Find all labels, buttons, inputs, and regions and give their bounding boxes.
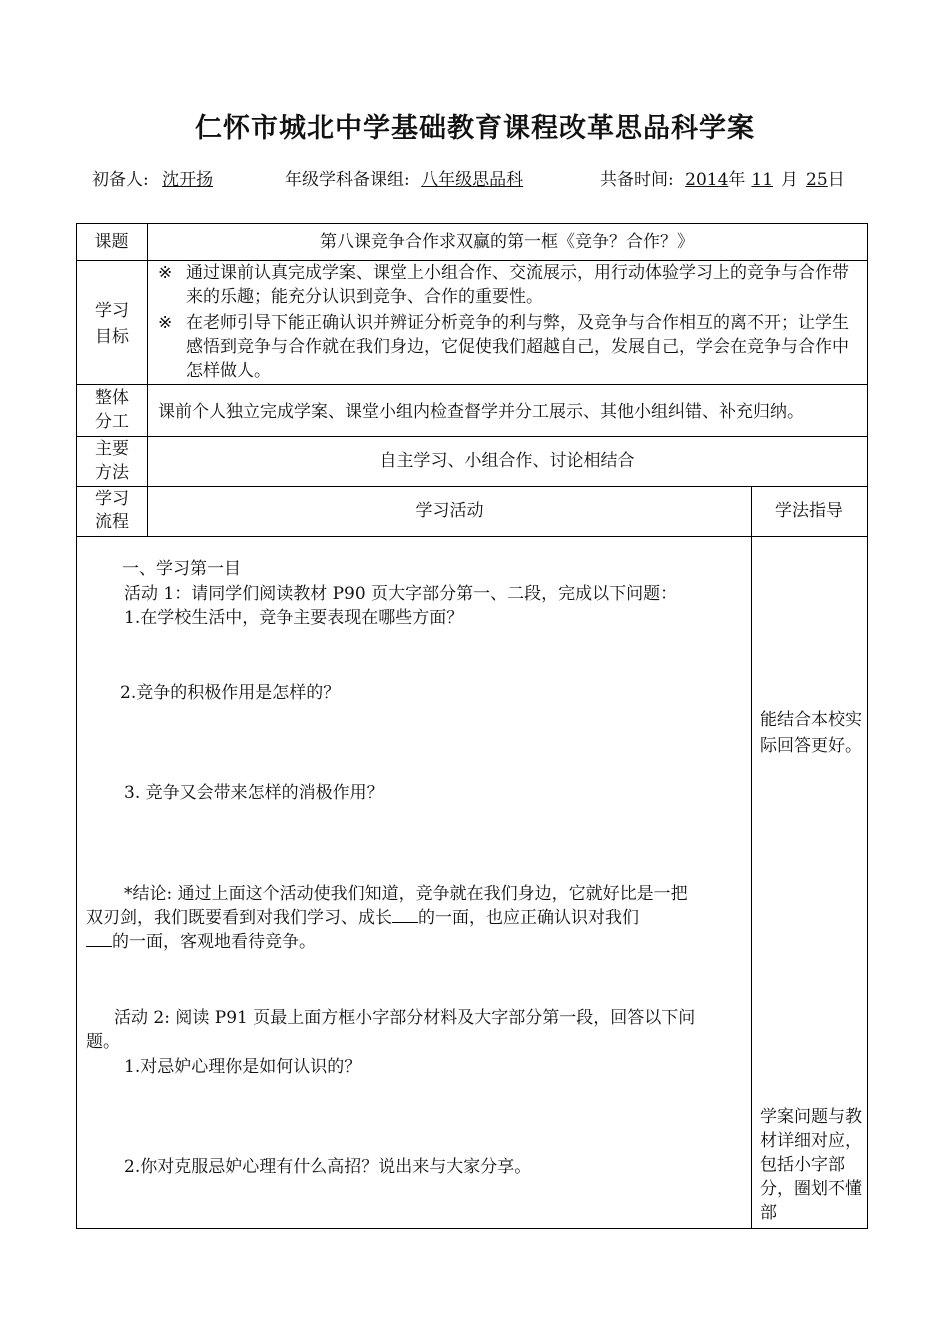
preparer-label: 初备人: [92,170,149,190]
row-divider [76,536,867,537]
question-4: 1.对忌妒心理你是如何认识的？ [124,1057,362,1077]
question-3: 3. 竞争又会带来怎样的消极作用？ [124,783,384,803]
activity-1: 活动 1：请同学们阅读教材 P90 页大字部分第一、二段，完成以下问题： [124,584,678,604]
time-label: 共备时间: [600,170,674,190]
activity-header: 学习活动 [415,501,484,521]
col-divider [147,223,148,536]
time-year-unit: 年 [728,170,746,190]
topic-label: 课题 [94,232,129,252]
time-day-unit: 日 [827,170,845,190]
guide-header: 学法指导 [775,501,843,521]
goals-label: 学习目标 [95,301,129,347]
row-divider [76,384,867,385]
preparer-line [92,165,213,190]
division-value: 课前个人独立完成学案、课堂小组内检查督学并分工展示、其他小组纠错、补充归纳。 [158,402,804,422]
guide-note-1: 能结合本校实际回答更好。 [760,710,862,756]
question-5: 2.你对克服忌妒心理有什么高招？说出来与大家分享。 [124,1157,532,1177]
goal-text-1: 通过课前认真完成学案、课堂上小组合作、交流展示，用行动体验学习上的竞争与合作带来的乐趣；能充分认识到竞争、合作的重要性。 [186,263,849,307]
conclusion-line-2a: 双刃剑，我们既要看到对我们学习、成长 [86,908,392,928]
conclusion-line-2 [86,906,639,930]
topic-value: 第八课竞争合作求双赢的第一框《竞争？合作？》 [320,232,694,252]
division-label: 整体分工 [95,388,129,432]
activity-2-line-1: 活动 2: 阅读 P91 页最上面方框小字部分材料及大字部分第一段，回答以下问 [114,1008,696,1028]
conclusion-line-3 [86,930,316,954]
row-divider [76,486,867,487]
reference-mark-icon: ※ [158,313,173,333]
conclusion-line-3-text: 的一面，客观地看待竞争。 [112,932,316,952]
goal-item-1 [158,261,860,309]
fill-blank[interactable] [392,906,418,923]
fill-blank[interactable] [86,930,112,947]
group-line [285,165,523,190]
goal-text-2 [186,311,860,383]
question-1: 1.在学校生活中，竞争主要表现在哪些方面？ [124,608,464,628]
reference-mark-icon: ※ [158,263,173,283]
guide-note-2: 学案问题与教材详细对应，包括小字部分，圈划不懂部 [760,1107,862,1223]
time-year: 2014 [685,170,729,190]
method-label: 主要方法 [95,439,129,483]
conclusion-line-1: *结论: 通过上面这个活动使我们知道，竞争就在我们身边，它就好比是一把 [124,884,688,904]
preparer-name: 沈开扬 [162,170,214,190]
page-title: 仁怀市城北中学基础教育课程改革思品科学案 [195,113,755,144]
method-value: 自主学习、小组合作、讨论相结合 [379,451,635,471]
question-2: 2.竞争的积极作用是怎样的？ [120,683,341,703]
time-line [600,165,845,190]
group-name: 八年级思品科 [421,170,524,190]
col-divider [751,486,752,1228]
row-divider [76,436,867,437]
time-month-unit: 月 [781,170,799,190]
group-label: 年级学科备课组: [285,170,410,190]
activity-2-line-2: 题。 [86,1032,120,1052]
time-day: 25 [806,170,828,190]
section-heading: 一、学习第一目 [122,559,241,579]
time-month: 11 [751,170,774,190]
process-label: 学习流程 [95,489,129,532]
goal-text-2-body: 在老师引导下能正确认识并辨证分析竞争的利与弊，及竞争与合作相互的离不开；让学生感悟到竞争与合作就在我们身边，它促使我们超越自己，发展自己，学会在竞争与合作中怎样做人。 [186,313,849,381]
conclusion-line-2b: 的一面，也应正确认识对我们 [418,908,639,928]
